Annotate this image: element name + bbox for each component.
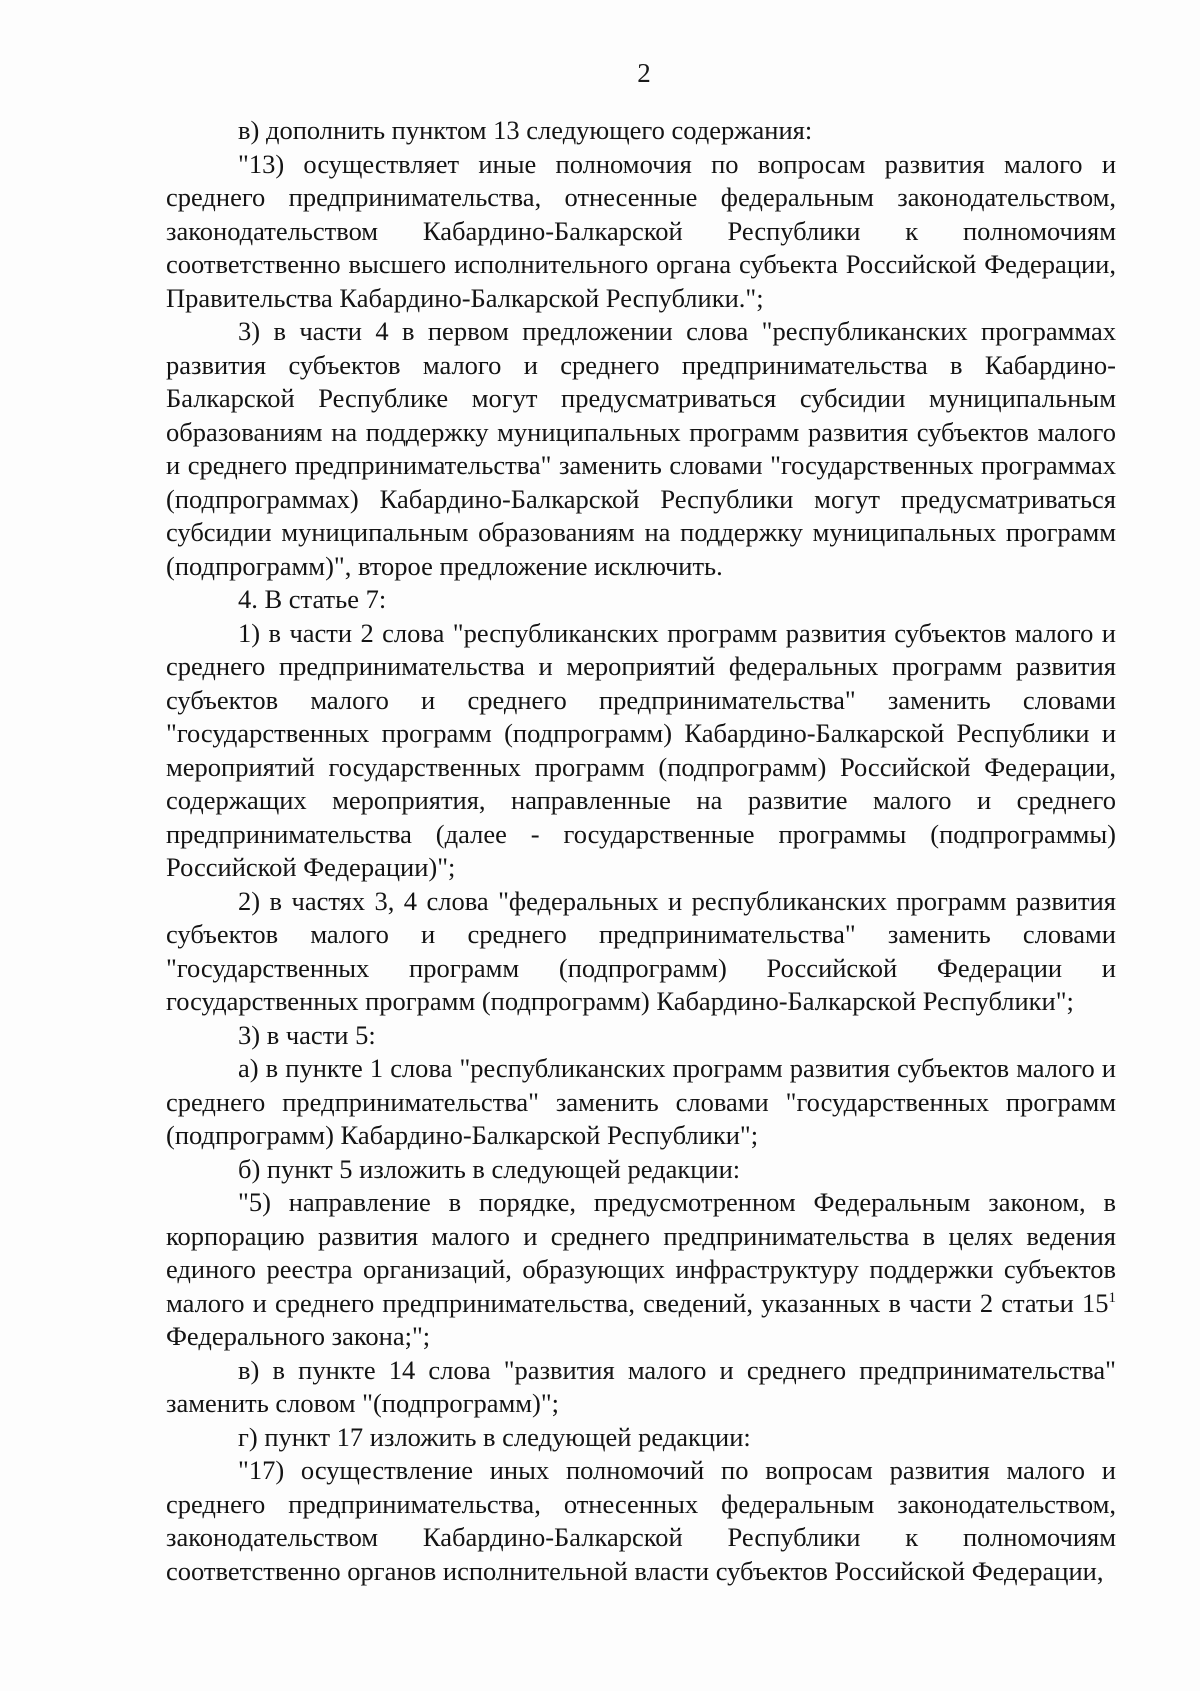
paragraph: "13) осуществляет иные полномочия по вопросам развития малого и среднего предпринимательства, отнесенные федеральным законодательством, законодательством Кабардино-Балкарской Республики к полномочиям соответственно высшего исполнительного органа субъекта Российской Федерации, Правительства Кабардино-Балкарской Республики."; xyxy=(166,148,1116,313)
paragraph: 3) в части 4 в первом предложении слова "республиканских программах развития субъектов малого и среднего предпринимательства в Кабардино-Балкарской Республике могут предусматриваться субсидии муниципальным образованиям на поддержку муниципальных программ развития субъектов малого и среднего предпринимательства" заменить словами "государственных программах (подпрограммах) Кабардино-Балкарской Республики могут предусматриваться субсидии муниципальным образованиям на поддержку муниципальных программ (подпрограмм)", второе предложение исключить. xyxy=(166,316,1116,581)
paragraph: 2) в частях 3, 4 слова "федеральных и республиканских программ развития субъектов малого и среднего предпринимательства" заменить словами "государственных программ (подпрограмм) Российской Федерации и государственных программ (подпрограмм) Кабардино-Балкарской Республики"; xyxy=(166,885,1116,1016)
paragraph: а) в пункте 1 слова "республиканских программ развития субъектов малого и среднего предпринимательства" заменить словами "государственных программ (подпрограмм) Кабардино-Балкарской Республики"; xyxy=(166,1053,1116,1150)
document-body xyxy=(166,114,1116,1588)
paragraph: в) в пункте 14 слова "развития малого и среднего предпринимательства" заменить словом "(подпрограмм)"; xyxy=(166,1354,1116,1418)
paragraph-text: "5) направление в порядке, предусмотренном Федеральным законом, в корпорацию развития малого и среднего предпринимательства в целях ведения единого реестра организаций, образующих инфраструктуру поддержки субъектов малого и среднего предпринимательства, сведений, указанных в части 2 статьи 15 xyxy=(166,1187,1116,1318)
page-number: 2 xyxy=(637,58,651,88)
paragraph: в) дополнить пунктом 13 следующего содержания: xyxy=(238,115,813,145)
paragraph: 1) в части 2 слова "республиканских программ развития субъектов малого и среднего предпринимательства и мероприятий федеральных программ развития субъектов малого и среднего предпринимательства" заменить словами "государственных программ (подпрограмм) Кабардино-Балкарской Республики и мероприятий государственных программ (подпрограмм) Российской Федерации, содержащих мероприятия, направленные на развитие малого и среднего предпринимательства (далее - государственные программы (подпрограммы) Российской Федерации)"; xyxy=(166,617,1116,882)
paragraph: г) пункт 17 изложить в следующей редакции: xyxy=(238,1421,751,1452)
paragraph: 4. В статье 7: xyxy=(238,584,387,614)
paragraph xyxy=(166,1186,1116,1354)
paragraph-text: Федерального закона;"; xyxy=(166,1321,431,1351)
paragraph: "17) осуществление иных полномочий по вопросам развития малого и среднего предпринимательства, отнесенных федеральным законодательством, законодательством Кабардино-Балкарской Республики к полномочиям соответственно органов исполнительной власти субъектов Российской Федерации, xyxy=(166,1455,1116,1586)
superscript: 1 xyxy=(1108,1289,1116,1306)
paragraph: б) пункт 5 изложить в следующей редакции: xyxy=(238,1153,741,1184)
paragraph: 3) в части 5: xyxy=(238,1019,376,1050)
